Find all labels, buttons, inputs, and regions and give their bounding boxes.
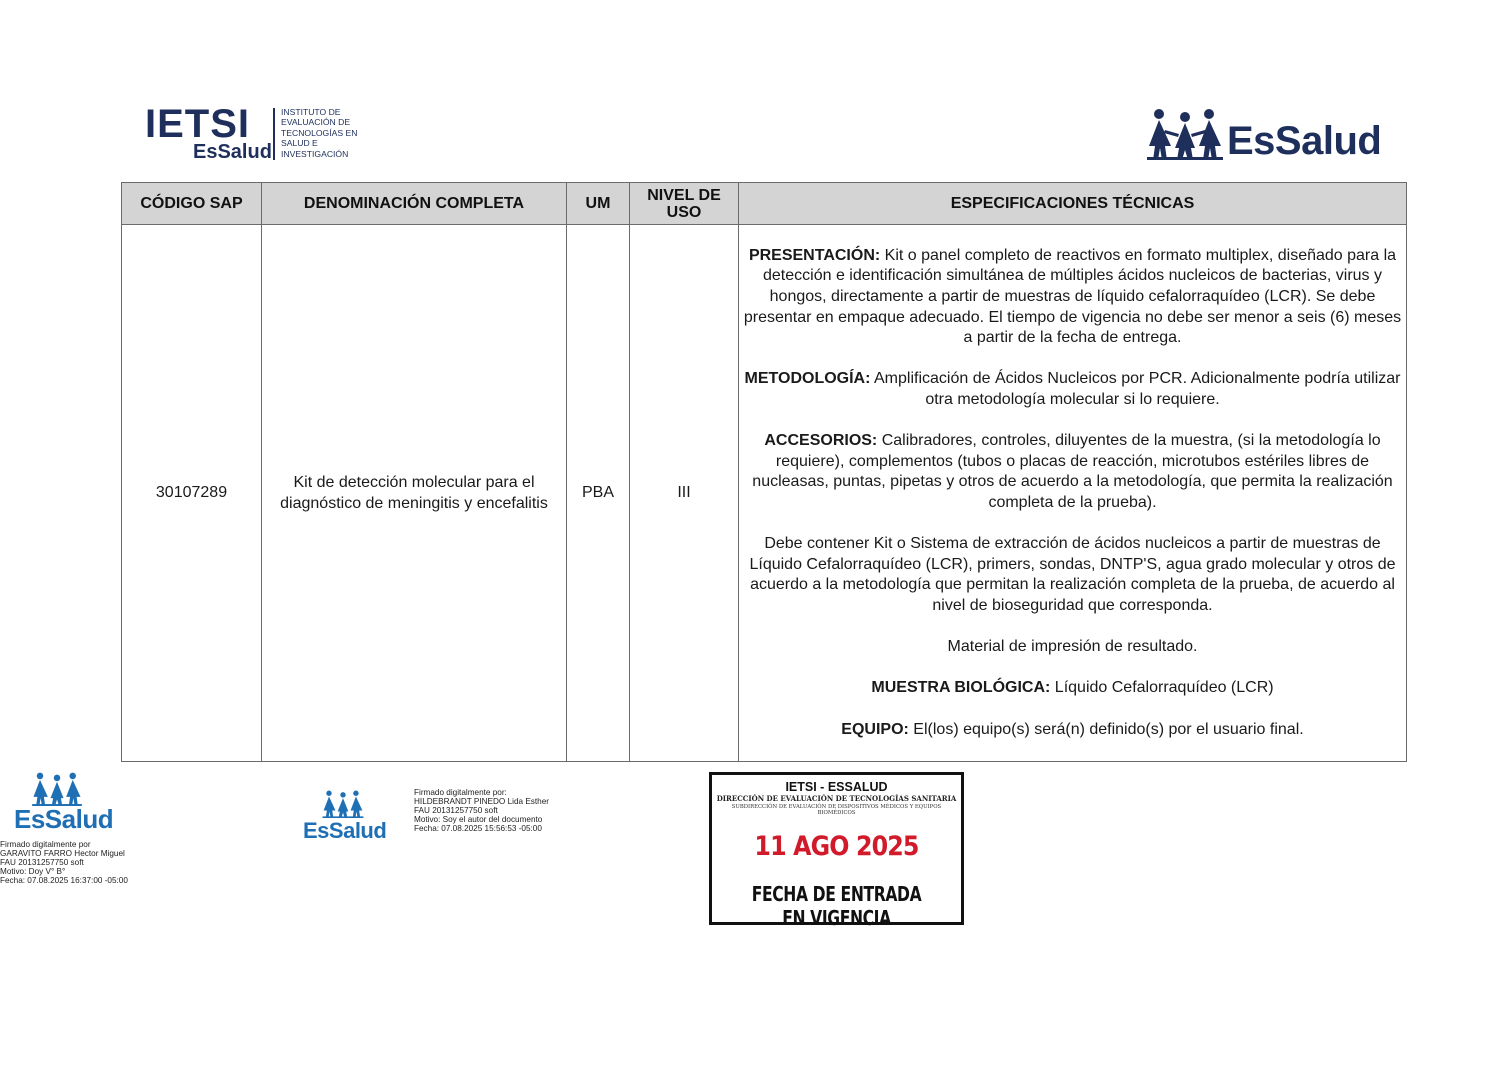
- signature-line: Fecha: 07.08.2025 15:56:53 -05:00: [414, 824, 542, 833]
- ietsi-institute-line: SALUD E: [281, 138, 318, 149]
- spec-text: Kit o panel completo de reactivos en formato multiplex, diseñado para la detección e identificación simultánea de múltiples ácidos nucleicos de bacterias, virus y hongos, directamente a partir de muestras de líquido cefalorraquídeo (LCR). Se debe presentar en empaque adecuado. El tiempo de vigencia no debe ser menor a seis (6) meses a partir de la fecha de entrega.: [743, 246, 1402, 347]
- essalud-family-icon: [1145, 108, 1225, 160]
- essalud-family-icon: [321, 790, 365, 818]
- spec-text: Líquido Cefalorraquídeo (LCR): [1050, 679, 1274, 697]
- signature-line: FAU 20131257750 soft: [414, 806, 498, 815]
- ietsi-logo-divider: [273, 108, 275, 160]
- validity-stamp: [709, 772, 964, 930]
- spec-metodologia: [739, 369, 1406, 410]
- essalud-family-icon: [30, 772, 84, 806]
- signature-line: HILDEBRANDT PINEDO Lida Esther: [414, 797, 549, 806]
- stamp-direction: DIRECCIÓN DE EVALUACIÓN DE TECNOLOGÍAS SANITARIA: [716, 794, 957, 803]
- spec-presentacion: [739, 246, 1406, 349]
- stamp-subdirection: SUBDIRECCIÓN DE EVALUACIÓN DE DISPOSITIVOS MÉDICOS Y EQUIPOS BIOMÉDICOS: [731, 804, 942, 816]
- spec-equipo: [739, 720, 1406, 741]
- header-codigo-sap: CÓDIGO SAP: [122, 183, 262, 225]
- spec-material: Material de impresión de resultado.: [947, 638, 1198, 656]
- spec-extraccion: Debe contener Kit o Sistema de extracción de ácidos nucleicos a partir de muestras de Líquido Cefalorraquídeo (LCR), primers, sondas, DNTP'S, agua grado molecular y otros de acuerdo a la metodología que permitan la realización completa de la prueba, de acuerdo al nivel de bioseguridad que corresponda.: [749, 535, 1396, 614]
- essalud-logo: [1145, 108, 1380, 164]
- table-header-row: [122, 183, 1407, 225]
- signature-line: GARAVITO FARRO Hector Miguel: [0, 849, 125, 858]
- specifications-table: [121, 182, 1407, 762]
- stamp-date: 11 AGO 2025: [754, 831, 919, 862]
- signature-logo-word: EsSalud: [14, 804, 114, 834]
- digital-signature-middle: [414, 788, 549, 833]
- ietsi-institute-line: INSTITUTO DE: [281, 107, 341, 117]
- signature-line: Motivo: Doy V° B°: [0, 867, 66, 876]
- signature-line: FAU 20131257750 soft: [0, 858, 84, 867]
- spec-label: ACCESORIOS:: [764, 432, 878, 450]
- digital-signature-left: [0, 772, 150, 892]
- signature-text: [0, 840, 128, 885]
- signature-line: Firmado digitalmente por: [0, 840, 91, 849]
- header-nivel-uso: NIVEL DE USO: [630, 183, 739, 225]
- spec-label: PRESENTACIÓN:: [748, 246, 881, 264]
- spec-text: El(los) equipo(s) será(n) definido(s) por el usuario final.: [908, 720, 1304, 738]
- header-um: UM: [567, 183, 630, 225]
- ietsi-institute-line: INVESTIGACIÓN: [281, 148, 349, 159]
- ietsi-institute-line: EVALUACIÓN DE: [281, 117, 351, 128]
- cell-um: PBA: [567, 225, 630, 762]
- cell-especificaciones: [739, 225, 1407, 762]
- table-row: [122, 225, 1407, 762]
- header-especificaciones: ESPECIFICACIONES TÉCNICAS: [739, 183, 1407, 225]
- essalud-logo-word: EsSalud: [1227, 119, 1382, 163]
- cell-denominacion: Kit de detección molecular para el diagnóstico de meningitis y encefalitis: [262, 225, 567, 762]
- signature-line: Motivo: Soy el autor del documento: [414, 815, 543, 824]
- ietsi-logo-sub: EsSalud: [193, 141, 272, 163]
- spec-label: MUESTRA BIOLÓGICA:: [871, 679, 1051, 697]
- spec-label: METODOLOGÍA:: [744, 370, 871, 388]
- spec-label: EQUIPO:: [841, 720, 909, 738]
- ietsi-institute-text: [281, 107, 371, 159]
- stamp-title: IETSI - ESSALUD: [785, 780, 888, 794]
- signature-line: Fecha: 07.08.2025 16:37:00 -05:00: [0, 876, 128, 885]
- spec-accesorios: [739, 431, 1406, 513]
- spec-muestra: [739, 678, 1406, 699]
- ietsi-logo-word: IETSI: [145, 102, 251, 146]
- stamp-caption: FECHA DE ENTRADA EN VIGENCIA: [751, 882, 922, 930]
- ietsi-institute-line: TECNOLOGÍAS EN: [281, 127, 358, 138]
- signature-text: [414, 788, 549, 833]
- signature-logo-middle: [303, 790, 388, 846]
- signature-logo-word: EsSalud: [303, 818, 387, 843]
- ietsi-logo: [145, 104, 360, 162]
- header-denominacion: DENOMINACIÓN COMPLETA: [262, 183, 567, 225]
- signature-line: Firmado digitalmente por:: [414, 788, 507, 797]
- spec-text: Amplificación de Ácidos Nucleicos por PCR. Adicionalmente podría utilizar otra metodología molecular si lo requiere.: [870, 370, 1401, 409]
- spec-text: Calibradores, controles, diluyentes de la muestra, (si la metodología lo requiere), complementos (tubos o placas de reacción, microtubos estériles libres de nucleasas, puntas, pipetas y otros de acuerdo a la metodología, que permita la realización completa de la prueba).: [752, 432, 1393, 511]
- cell-codigo-sap: 30107289: [122, 225, 262, 762]
- cell-nivel-uso: III: [630, 225, 739, 762]
